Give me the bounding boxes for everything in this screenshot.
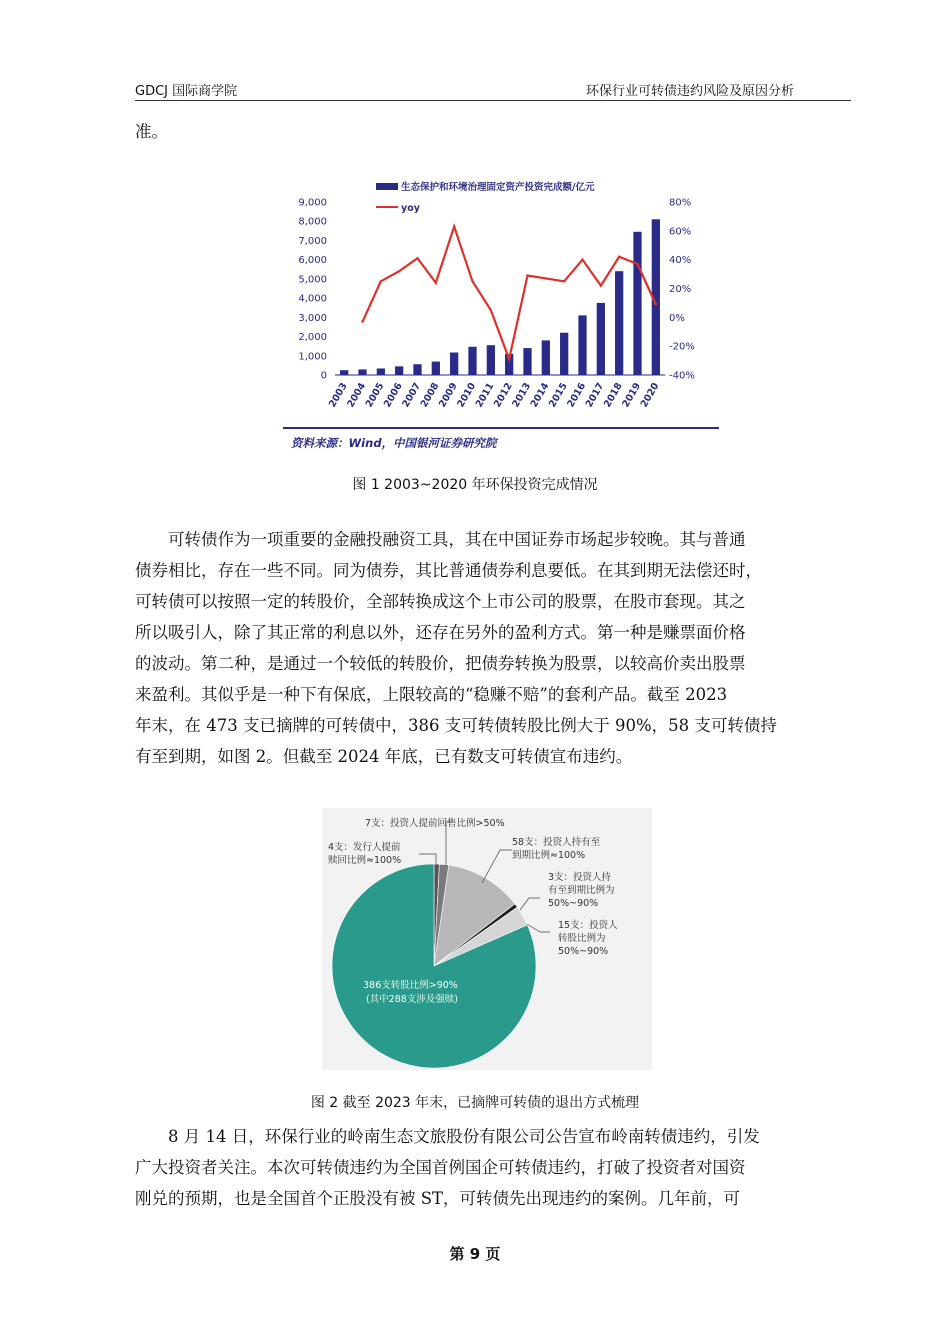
yoy-point-2004	[361, 320, 363, 322]
yoy-point-2018	[618, 256, 620, 258]
left-axis-tick: 1,000	[298, 351, 327, 363]
right-axis-tick: 20%	[669, 284, 692, 295]
bar-2005	[377, 368, 385, 375]
bar-2006	[395, 366, 403, 375]
legend-bar-label: 生态保护和环境治理固定资产投资完成额/亿元	[401, 182, 595, 193]
x-tick-2003: 2003	[327, 381, 350, 410]
bar-2017	[597, 303, 605, 375]
header-left: GDCJ 国际商学院	[135, 84, 238, 99]
bar-2008	[432, 362, 440, 375]
x-tick-2006: 2006	[382, 381, 405, 410]
figure-1-source: 资料来源：Wind，中国银河证券研究院	[291, 436, 497, 450]
yoy-point-2007	[416, 257, 418, 259]
left-axis-tick: 6,000	[298, 255, 327, 267]
yoy-point-2015	[563, 280, 565, 282]
yoy-point-2014	[545, 277, 547, 279]
left-axis-tick: 4,000	[298, 293, 327, 305]
slice-label-386: 386支转股比例>90% (其中288支涉及强赎)	[363, 980, 459, 1005]
right-axis-tick: 80%	[669, 197, 692, 209]
x-tick-2009: 2009	[437, 381, 460, 410]
yoy-point-2008	[435, 282, 437, 284]
paragraph-2: 8 月 14 日，环保行业的岭南生态文旅股份有限公司公告宣布岭南转债违约，引发 广大投资者关注。本次可转债违约为全国首例国企可转债违约，打破了投资者对国资 刚兑的预期，也是全国首个正股没有被 ST，可转债先出现违约的案例。几年前，可	[135, 1127, 760, 1208]
intro-fragment: 准。	[135, 122, 168, 141]
right-axis-tick: 0%	[669, 312, 685, 324]
bar-2010	[468, 347, 476, 375]
x-tick-2010: 2010	[455, 381, 479, 410]
yoy-point-2012	[508, 358, 510, 360]
left-axis-tick: 7,000	[298, 235, 327, 247]
header-right: 环保行业可转债违约风险及原因分析	[585, 84, 794, 99]
right-axis-tick: -20%	[669, 341, 695, 353]
yoy-point-2016	[581, 258, 583, 260]
yoy-point-2020	[655, 303, 657, 305]
x-tick-2015: 2015	[547, 381, 570, 410]
left-axis-tick: 2,000	[298, 332, 327, 344]
bar-2018	[615, 271, 623, 375]
x-tick-2012: 2012	[492, 381, 515, 410]
legend-line-label: yoy	[401, 203, 420, 214]
left-axis-tick: 8,000	[298, 216, 327, 228]
left-axis-tick: 5,000	[298, 274, 327, 286]
bar-2015	[560, 333, 568, 375]
x-tick-2008: 2008	[418, 381, 442, 410]
x-tick-2016: 2016	[565, 381, 589, 410]
bar-2011	[487, 345, 495, 375]
yoy-point-2009	[453, 225, 455, 227]
legend-bar-swatch	[376, 183, 398, 190]
right-axis-tick: 40%	[669, 255, 692, 267]
yoy-point-2019	[636, 263, 638, 265]
page-header	[135, 78, 851, 101]
left-axis-tick: 3,000	[298, 312, 327, 324]
paragraph-1: 可转债作为一项重要的金融投融资工具，其在中国证券市场起步较晚。其与普通 债券相比，存在一些不同。同为债券，其比普通债券利息要低。在其到期无法偿还时， 可转债可以按照一定的转股价，全部转换成这个上市公司的股票，在股市套现。其之 所以吸引人，除了其正常的利息以外，还存在另外的盈利方式。第一种是赚票面价格 的波动。第二种，是通过一个较低的转股价，把债券转换为股票，以较高价卖出股票 来盈利。其似乎是一种下有保底，上限较高的“稳赚不赔”的套利产品。截至 2023 年末，在 473 支已摘牌的可转债中，386 支可转债转股比例大于 90%，58 支可转债持 有至到期，如图 2。但截至 2024 年底，已有数支可转债宣布违约。	[135, 530, 777, 766]
x-tick-2018: 2018	[602, 381, 625, 410]
yoy-point-2017	[600, 284, 602, 286]
figure-1-chart	[283, 164, 723, 460]
bar-2014	[542, 340, 550, 375]
right-axis-tick: 60%	[669, 226, 692, 238]
yoy-point-2006	[398, 270, 400, 272]
slice-label-15: 15支：投资人 转股比例为 50%~90%	[558, 920, 618, 957]
bar-2003	[340, 370, 348, 375]
x-tick-2013: 2013	[510, 381, 534, 410]
bar-2016	[578, 315, 586, 375]
x-tick-2020: 2020	[638, 381, 662, 410]
bar-2004	[358, 369, 366, 375]
x-tick-2014: 2014	[528, 381, 552, 410]
bar-2007	[413, 364, 421, 375]
slice-label-4: 4支：发行人提前 赎回比例≈100%	[328, 842, 402, 866]
yoy-line	[363, 227, 656, 360]
right-axis-tick: -40%	[669, 370, 695, 382]
bar-2009	[450, 353, 458, 375]
slice-label-7: 7支：投资人提前回售比例>50%	[365, 818, 505, 829]
left-axis-tick: 0	[320, 370, 327, 382]
page-number: 第 9 页	[449, 1245, 501, 1263]
left-axis-tick: 9,000	[298, 197, 327, 209]
figure-1-legend	[376, 181, 595, 214]
x-tick-2011: 2011	[473, 381, 497, 410]
figure-1-caption: 图 1 2003~2020 年环保投资完成情况	[352, 477, 598, 493]
x-tick-2005: 2005	[363, 381, 387, 410]
bar-2019	[633, 232, 641, 375]
figure-2-caption: 图 2 截至 2023 年末，已摘牌可转债的退出方式梳理	[310, 1095, 640, 1111]
x-tick-2017: 2017	[583, 381, 607, 410]
slice-label-58: 58支：投资人持有至 到期比例≈100%	[512, 837, 601, 861]
yoy-point-2010	[471, 280, 473, 282]
bar-2013	[523, 348, 531, 375]
x-tick-2019: 2019	[620, 381, 644, 410]
slice-label-3: 3支：投资人持 有至到期比例为 50%~90%	[548, 872, 615, 909]
yoy-point-2011	[490, 309, 492, 311]
yoy-point-2005	[380, 280, 382, 282]
figure-2-chart	[322, 808, 652, 1070]
yoy-point-2013	[526, 274, 528, 276]
x-tick-2007: 2007	[400, 381, 424, 410]
x-tick-2004: 2004	[345, 381, 369, 410]
